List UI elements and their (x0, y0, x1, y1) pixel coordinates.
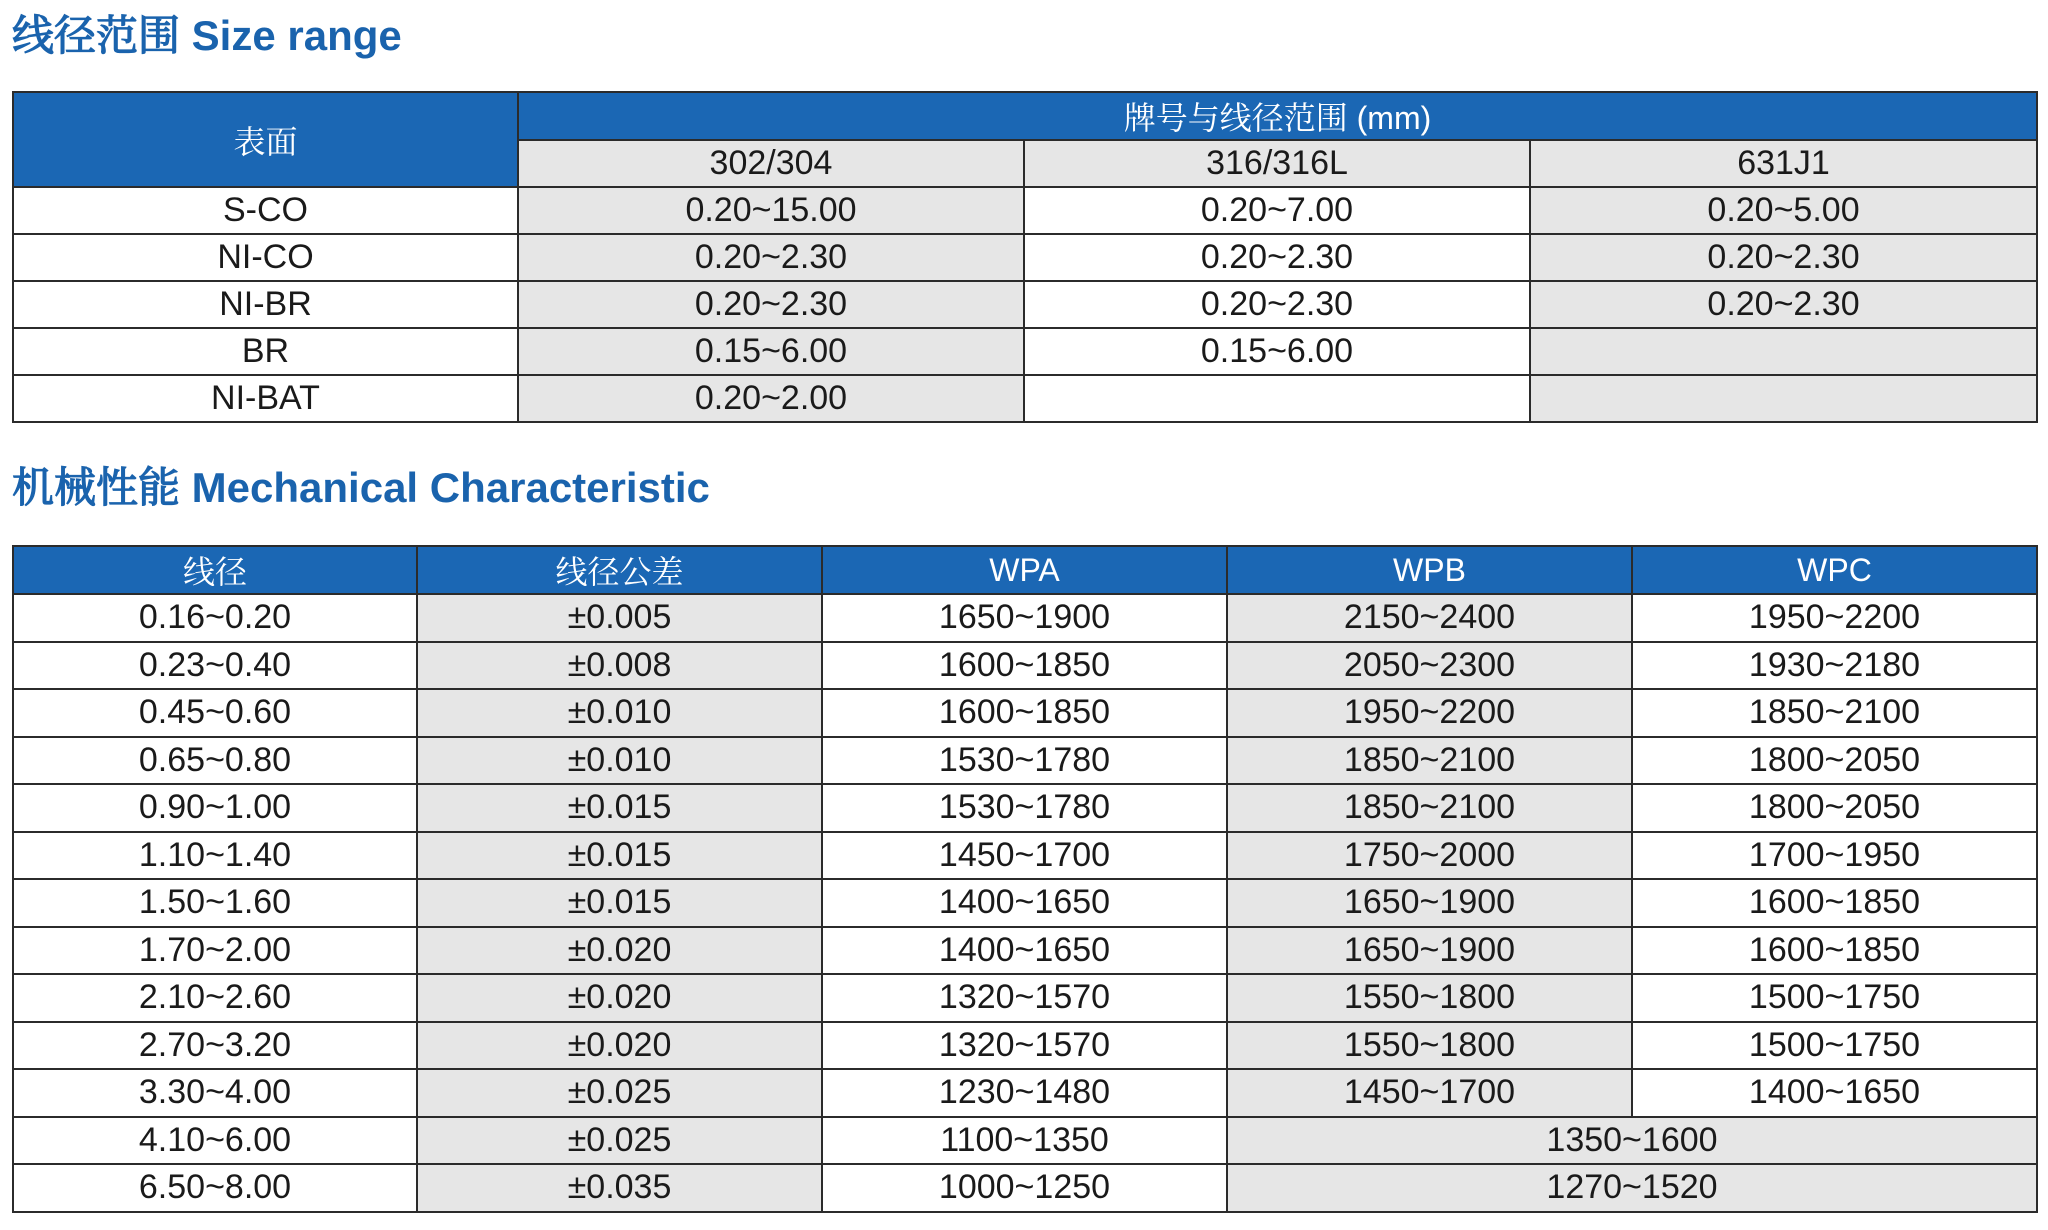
wpc-cell: 1600~1850 (1632, 879, 2037, 927)
diameter-cell: 0.90~1.00 (13, 784, 417, 832)
tolerance-cell: ±0.025 (417, 1069, 822, 1117)
wpb-wpc-merged-cell: 1350~1600 (1227, 1117, 2037, 1165)
surface-cell: NI-CO (13, 234, 518, 281)
wpa-cell: 1450~1700 (822, 832, 1227, 880)
wpc-cell: 1850~2100 (1632, 689, 2037, 737)
tolerance-cell: ±0.008 (417, 642, 822, 690)
table-row (13, 737, 2037, 785)
range-cell (1530, 375, 2037, 422)
grade-631-header: 631J1 (1530, 140, 2037, 187)
size-range-table (12, 91, 2038, 423)
range-cell: 0.15~6.00 (518, 328, 1024, 375)
wpa-cell: 1230~1480 (822, 1069, 1227, 1117)
table-row (13, 784, 2037, 832)
wpa-cell: 1400~1650 (822, 927, 1227, 975)
diameter-cell: 0.23~0.40 (13, 642, 417, 690)
diameter-cell: 1.50~1.60 (13, 879, 417, 927)
tolerance-cell: ±0.035 (417, 1164, 822, 1212)
grade-316-header: 316/316L (1024, 140, 1530, 187)
surface-cell: S-CO (13, 187, 518, 234)
table-row (13, 328, 2037, 375)
wpa-cell: 1650~1900 (822, 594, 1227, 642)
diameter-cell: 1.70~2.00 (13, 927, 417, 975)
table-row (13, 642, 2037, 690)
diameter-cell: 1.10~1.40 (13, 832, 417, 880)
range-cell: 0.20~2.30 (1530, 234, 2037, 281)
wpb-cell: 2050~2300 (1227, 642, 1632, 690)
diameter-cell: 2.70~3.20 (13, 1022, 417, 1070)
wpc-cell: 1600~1850 (1632, 927, 2037, 975)
range-cell: 0.20~2.30 (1024, 281, 1530, 328)
tolerance-cell: ±0.005 (417, 594, 822, 642)
wpb-cell: 1850~2100 (1227, 784, 1632, 832)
wpb-cell: 2150~2400 (1227, 594, 1632, 642)
wpc-cell: 1700~1950 (1632, 832, 2037, 880)
wpa-cell: 1600~1850 (822, 689, 1227, 737)
tolerance-cell: ±0.020 (417, 1022, 822, 1070)
wpa-cell: 1320~1570 (822, 974, 1227, 1022)
diameter-cell: 0.65~0.80 (13, 737, 417, 785)
range-cell: 0.20~7.00 (1024, 187, 1530, 234)
wpc-cell: 1400~1650 (1632, 1069, 2037, 1117)
diameter-cell: 2.10~2.60 (13, 974, 417, 1022)
wpc-header: WPC (1632, 546, 2037, 594)
diameter-cell: 0.45~0.60 (13, 689, 417, 737)
wpb-header: WPB (1227, 546, 1632, 594)
diameter-cell: 0.16~0.20 (13, 594, 417, 642)
wpc-cell: 1500~1750 (1632, 1022, 2037, 1070)
range-cell: 0.20~2.30 (518, 234, 1024, 281)
table-row (13, 1069, 2037, 1117)
wpc-cell: 1930~2180 (1632, 642, 2037, 690)
wpa-cell: 1530~1780 (822, 784, 1227, 832)
range-cell (1024, 375, 1530, 422)
grade-range-header: 牌号与线径范围 (mm) (518, 92, 2037, 140)
surface-cell: NI-BAT (13, 375, 518, 422)
table-row (13, 974, 2037, 1022)
range-cell: 0.20~2.30 (1024, 234, 1530, 281)
wpa-header: WPA (822, 546, 1227, 594)
wpa-cell: 1320~1570 (822, 1022, 1227, 1070)
surface-cell: BR (13, 328, 518, 375)
wpb-cell: 1650~1900 (1227, 927, 1632, 975)
tolerance-cell: ±0.020 (417, 927, 822, 975)
table-row (13, 594, 2037, 642)
wpb-cell: 1750~2000 (1227, 832, 1632, 880)
tolerance-header: 线径公差 (417, 546, 822, 594)
wpc-cell: 1950~2200 (1632, 594, 2037, 642)
wpb-cell: 1550~1800 (1227, 974, 1632, 1022)
range-cell: 0.20~2.00 (518, 375, 1024, 422)
wpa-cell: 1100~1350 (822, 1117, 1227, 1165)
wpb-cell: 1450~1700 (1227, 1069, 1632, 1117)
wpb-wpc-merged-cell: 1270~1520 (1227, 1164, 2037, 1212)
wpa-cell: 1600~1850 (822, 642, 1227, 690)
range-cell: 0.20~15.00 (518, 187, 1024, 234)
table-row (13, 879, 2037, 927)
wpa-cell: 1000~1250 (822, 1164, 1227, 1212)
tolerance-cell: ±0.010 (417, 689, 822, 737)
wpc-cell: 1800~2050 (1632, 737, 2037, 785)
diameter-cell: 6.50~8.00 (13, 1164, 417, 1212)
surface-header: 表面 (13, 92, 518, 187)
table-row (13, 832, 2037, 880)
range-cell: 0.20~2.30 (518, 281, 1024, 328)
wpb-cell: 1850~2100 (1227, 737, 1632, 785)
table-row (13, 187, 2037, 234)
wpa-cell: 1400~1650 (822, 879, 1227, 927)
mechanical-table (12, 545, 2038, 1213)
diameter-cell: 4.10~6.00 (13, 1117, 417, 1165)
wpb-cell: 1950~2200 (1227, 689, 1632, 737)
tolerance-cell: ±0.015 (417, 784, 822, 832)
surface-cell: NI-BR (13, 281, 518, 328)
range-cell: 0.20~5.00 (1530, 187, 2037, 234)
table-row (13, 375, 2037, 422)
range-cell (1530, 328, 2037, 375)
range-cell: 0.15~6.00 (1024, 328, 1530, 375)
grade-302-header: 302/304 (518, 140, 1024, 187)
table-row (13, 1164, 2037, 1212)
table-row (13, 927, 2037, 975)
table-row (13, 1022, 2037, 1070)
tolerance-cell: ±0.025 (417, 1117, 822, 1165)
mechanical-title: 机械性能 Mechanical Characteristic (12, 464, 710, 511)
tolerance-cell: ±0.015 (417, 832, 822, 880)
table-row (13, 1117, 2037, 1165)
wpb-cell: 1650~1900 (1227, 879, 1632, 927)
range-cell: 0.20~2.30 (1530, 281, 2037, 328)
tolerance-cell: ±0.015 (417, 879, 822, 927)
diameter-header: 线径 (13, 546, 417, 594)
table-row (13, 689, 2037, 737)
wpa-cell: 1530~1780 (822, 737, 1227, 785)
table-row (13, 234, 2037, 281)
tolerance-cell: ±0.010 (417, 737, 822, 785)
tolerance-cell: ±0.020 (417, 974, 822, 1022)
size-range-title: 线径范围 Size range (12, 12, 402, 59)
wpc-cell: 1800~2050 (1632, 784, 2037, 832)
wpb-cell: 1550~1800 (1227, 1022, 1632, 1070)
diameter-cell: 3.30~4.00 (13, 1069, 417, 1117)
table-row (13, 281, 2037, 328)
wpc-cell: 1500~1750 (1632, 974, 2037, 1022)
